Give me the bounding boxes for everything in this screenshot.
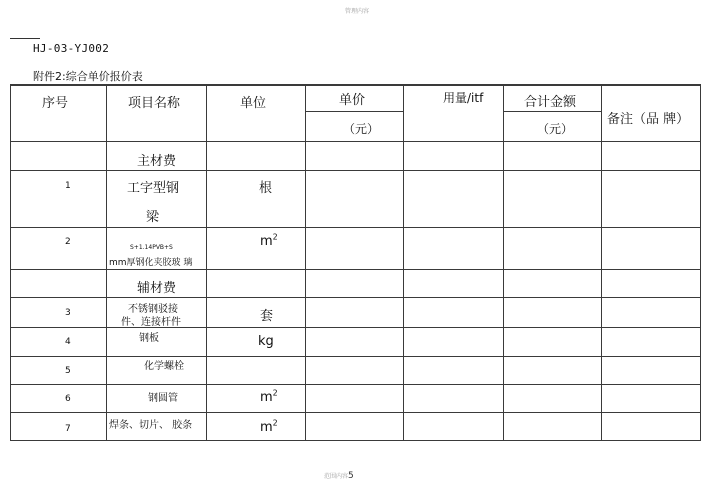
page-number: 5 [348,471,354,481]
col-line-6 [601,84,602,441]
row7-seq: 7 [65,424,71,434]
rule-row4-bottom [10,356,701,357]
header-total: 合计金额 [524,95,577,110]
row7-name: 焊条、切片、 胶条 [109,420,193,431]
row2-seq: 2 [65,237,71,247]
row6-name: 钢圆管 [148,393,178,404]
header-name: 项目名称 [128,96,181,111]
row3-name-line1: 不锈钢驳接 [128,304,178,315]
page-header-mark: 管理内容 [345,8,370,15]
row5-name: 化学螺栓 [144,361,184,372]
row6-seq: 6 [65,394,71,404]
table-border-top [10,84,701,86]
rule-aux-bottom [10,297,701,298]
header-unit-price: 单价 [339,93,366,108]
row6-unit-text: m [260,390,273,405]
row2-unit-text: m [260,234,273,249]
row7-unit-superscript: 2 [272,418,278,428]
table-caption: 附件2:综合单价报价表 [33,70,143,83]
rule-row1-bottom [10,227,701,228]
rule-total-split [503,111,601,112]
table-border-left [10,84,11,441]
row1-name-line2: 梁 [146,210,160,225]
row3-name-line2: 件、连接杆件 [121,317,181,328]
row3-seq: 3 [65,308,71,318]
col-line-3 [305,84,306,441]
header-unit: 单位 [240,96,267,111]
row1-seq: 1 [65,181,71,191]
header-rule [10,38,40,39]
page-footer [324,471,354,481]
section-main-materials: 主材费 [137,154,177,169]
header-remark: 备注（品 牌） [607,112,690,127]
row7-unit-text: m [260,420,273,435]
header-usage: 用量/itf [443,91,484,105]
row6-unit-superscript: 2 [272,388,278,398]
table-border-right [700,84,701,441]
row4-seq: 4 [65,337,71,347]
quote-table [10,84,701,440]
rule-unit-price-split [305,111,403,112]
row2-name-line1: S+1.14PVB+S [130,244,173,251]
row4-name: 钢板 [139,333,159,344]
row1-name-line1: 工字型钢 [127,181,180,196]
header-total-sub: （元） [537,122,574,136]
row2-name-line2: mm厚钢化夹胶玻 璃 [109,258,193,268]
row4-unit: kg [258,334,274,349]
row7-unit [260,420,278,435]
rule-row3-bottom [10,327,701,328]
rule-row6-bottom [10,412,701,413]
row2-unit [260,234,278,249]
row1-unit: 根 [259,181,273,196]
section-aux-materials: 辅材费 [137,281,177,296]
col-line-1 [106,84,107,441]
header-unit-price-sub: （元） [343,122,380,136]
header-seq: 序号 [42,96,69,111]
rule-row5-bottom [10,384,701,385]
row5-seq: 5 [65,366,71,376]
rule-header-bottom [10,141,701,142]
col-line-5 [503,84,504,441]
rule-row2-bottom [10,269,701,270]
col-line-2 [206,84,207,441]
row6-unit [260,390,278,405]
row2-unit-superscript: 2 [272,232,278,242]
rule-main-bottom [10,170,701,171]
document-number: HJ-03-YJ002 [33,42,110,55]
table-border-bottom [10,440,701,441]
footer-text: 范围内容 [324,473,349,480]
col-line-4 [403,84,404,441]
row3-unit: 套 [260,309,274,324]
